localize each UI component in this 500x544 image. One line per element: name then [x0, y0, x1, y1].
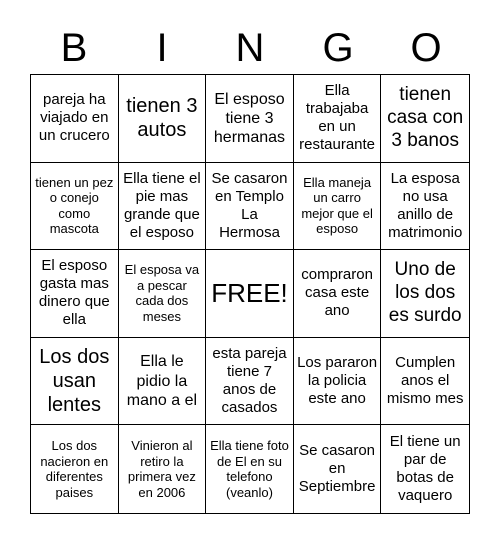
bingo-cell[interactable]: La esposa no usa anillo de matrimonio — [381, 163, 469, 251]
bingo-cell[interactable]: El tiene un par de botas de vaquero — [389, 433, 461, 505]
bingo-cell[interactable]: Cumplen anos el mismo mes — [381, 338, 469, 426]
bingo-cell[interactable]: El esposo tiene 3 hermanas — [206, 75, 294, 163]
bingo-cell[interactable]: Se casaron en Templo La Hermosa — [206, 163, 294, 251]
header-letter-b: B — [60, 26, 88, 70]
bingo-cell[interactable]: El esposa va a pescar cada dos meses — [119, 250, 207, 338]
bingo-cell[interactable]: esta pareja tiene 7 anos de casados — [206, 338, 294, 426]
bingo-cell[interactable]: Los dos nacieron en diferentes paises — [31, 425, 119, 513]
bingo-grid — [30, 74, 470, 514]
header-letter-i: I — [156, 26, 168, 70]
bingo-cell[interactable]: El esposo gasta mas dinero que ella — [31, 250, 119, 338]
bingo-cell[interactable]: tienen casa con 3 banos — [381, 75, 469, 163]
free-space-cell[interactable]: FREE! — [206, 250, 294, 338]
bingo-cell[interactable]: Ella le pidio la mano a el — [119, 338, 207, 426]
bingo-cell[interactable]: compraron casa este ano — [294, 250, 382, 338]
bingo-cell[interactable]: Ella trabajaba en un restaurante — [294, 75, 382, 163]
bingo-cell[interactable]: Se casaron en Septiembre — [294, 425, 382, 513]
bingo-cell[interactable]: Los dos usan lentes — [31, 338, 119, 426]
bingo-cell[interactable]: Los pararon la policia este ano — [294, 338, 382, 426]
bingo-cell[interactable]: pareja ha viajado en un crucero — [31, 75, 119, 163]
bingo-cell[interactable]: tienen un pez o conejo como mascota — [31, 163, 119, 251]
bingo-cell[interactable]: Vinieron al retiro la primera vez en 2006 — [119, 425, 207, 513]
header-letter-o: O — [410, 26, 442, 70]
bingo-cell[interactable]: Ella tiene el pie mas grande que el esposo — [119, 163, 207, 251]
bingo-header — [30, 22, 470, 74]
header-letter-g: G — [322, 26, 354, 70]
header-letter-n: N — [235, 26, 265, 70]
bingo-cell[interactable]: tienen 3 autos — [119, 75, 207, 163]
bingo-cell[interactable]: Uno de los dos es surdo — [381, 250, 469, 338]
bingo-cell[interactable]: Ella maneja un carro mejor que el esposo — [294, 163, 382, 251]
bingo-cell[interactable]: Ella tiene foto de El en su telefono (veanlo) — [206, 425, 294, 513]
